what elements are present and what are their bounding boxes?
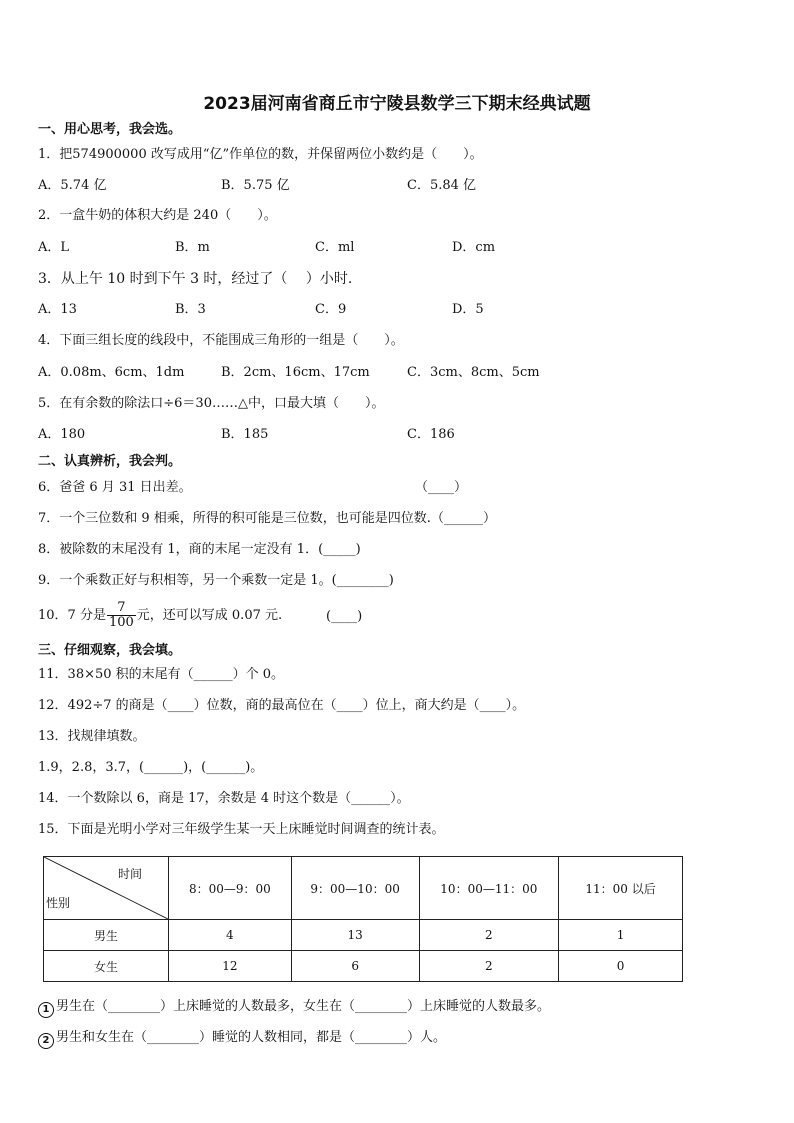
option-d: D．5 (452, 302, 484, 317)
option-a: A．180 (38, 427, 86, 442)
option-b: B．185 (221, 427, 269, 442)
circled-number: 1 (38, 1002, 54, 1018)
page-title: 2023届河南省商丘市宁陵县数学三下期末经典试题 (203, 94, 591, 114)
option-d: D．cm (452, 240, 496, 255)
table-cell: 12 (169, 951, 292, 982)
fraction-numerator: 7 (107, 601, 136, 616)
question-15: 15．下面是光明小学对三年级学生某一天上床睡觉时间调查的统计表。 (38, 822, 445, 837)
question-12: 12．492÷7 的商是（____）位数，商的最高位在（____）位上，商大约是（____）。 (38, 698, 526, 713)
table-row (44, 920, 683, 951)
option-c: C．186 (407, 427, 455, 442)
question-11: 11．38×50 积的末尾有（______）个 0。 (38, 667, 285, 682)
question-10 (38, 601, 282, 631)
table-cell: 6 (291, 951, 419, 982)
fraction-denominator: 100 (108, 615, 134, 630)
question-5: 5．在有余数的除法口÷6＝30……△中，口最大填（ ）。 (38, 396, 385, 411)
table-header-cell: 10：00—11：00 (419, 857, 559, 920)
question-3: 3．从上午 10 时到下午 3 时，经过了（ ）小时. (38, 271, 353, 287)
table-cell: 2 (419, 920, 559, 951)
question-10-prefix: 10．7 分是 (38, 608, 106, 623)
table-corner-cell (44, 857, 169, 920)
option-a: A．13 (38, 302, 77, 317)
circled-number: 2 (38, 1033, 54, 1049)
stats-table (43, 856, 683, 982)
table-cell: 0 (559, 951, 683, 982)
question-8: 8．被除数的末尾没有 1，商的末尾一定没有 1．(_____) (38, 542, 361, 557)
question-13-sequence: 1.9，2.8，3.7，(______)，(______)。 (38, 760, 264, 775)
option-a: A．0.08m、6cm、1dm (38, 365, 185, 380)
table-row-label: 男生 (44, 920, 169, 951)
corner-label-time: 时间 (117, 867, 142, 881)
table-cell: 2 (419, 951, 559, 982)
option-a: A．5.74 亿 (38, 178, 107, 193)
corner-label-gender: 性别 (46, 896, 71, 910)
option-c: C．5.84 亿 (407, 178, 477, 193)
table-row (44, 951, 683, 982)
subquestion-2-text: 男生和女生在（________）睡觉的人数相同，都是（________）人。 (56, 1030, 447, 1045)
section-heading-2: 二、认真辨析，我会判。 (38, 454, 182, 469)
question-13: 13．找规律填数。 (38, 729, 146, 744)
option-a: A．L (38, 240, 70, 255)
table-header-row (44, 857, 683, 920)
section-heading-1: 一、用心思考，我会选。 (38, 122, 182, 137)
question-6: 6．爸爸 6 月 31 日出差。 (38, 480, 192, 495)
subquestion-1 (38, 999, 550, 1018)
subquestion-1-text: 男生在（________）上床睡觉的人数最多，女生在（________）上床睡觉的人数最多。 (56, 999, 551, 1014)
question-1: 1．把574900000 改写成用“亿”作单位的数，并保留两位小数约是（ ）。 (38, 147, 483, 162)
question-14: 14．一个数除以 6，商是 17，余数是 4 时这个数是（______）。 (38, 791, 410, 806)
question-6-blank: （____） (415, 480, 468, 495)
table-row-label: 女生 (44, 951, 169, 982)
table-cell: 1 (559, 920, 683, 951)
option-c: C．3cm、8cm、5cm (407, 365, 540, 380)
table-header-cell: 8：00—9：00 (169, 857, 292, 920)
option-b: B．2cm、16cm、17cm (221, 365, 370, 380)
option-c: C．9 (315, 302, 347, 317)
section-heading-3: 三、仔细观察，我会填。 (38, 643, 182, 658)
table-cell: 4 (169, 920, 292, 951)
table-header-cell: 11：00 以后 (559, 857, 683, 920)
question-10-blank: (____) (326, 609, 363, 624)
question-7: 7．一个三位数和 9 相乘，所得的积可能是三位数，也可能是四位数.（______） (38, 511, 496, 526)
subquestion-2 (38, 1030, 446, 1049)
fraction (107, 601, 136, 630)
option-b: B．3 (175, 302, 206, 317)
option-c: C．ml (315, 240, 355, 255)
question-10-suffix: 元，还可以写成 0.07 元. (136, 608, 283, 623)
question-9: 9．一个乘数正好与积相等，另一个乘数一定是 1。(________) (38, 573, 394, 588)
question-4: 4．下面三组长度的线段中，不能围成三角形的一组是（ ）。 (38, 333, 404, 348)
option-b: B．5.75 亿 (221, 178, 290, 193)
table-header-cell: 9：00—10：00 (291, 857, 419, 920)
option-b: B．m (175, 240, 210, 255)
question-2: 2．一盒牛奶的体积大约是 240（ ）。 (38, 208, 277, 223)
table-cell: 13 (291, 920, 419, 951)
